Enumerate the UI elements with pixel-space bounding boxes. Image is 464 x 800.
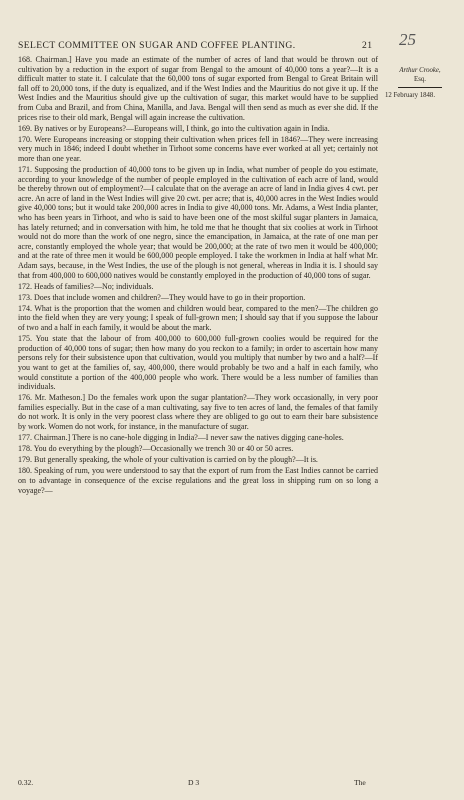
- margin-note: [381, 66, 459, 100]
- body-text: [18, 55, 378, 497]
- margin-date: 12 February 1848.: [385, 92, 436, 99]
- footer-catchword: The: [354, 778, 366, 787]
- paragraph: 169. By natives or by Europeans?—Europeans will, I think, go into the cultivation again in India.: [18, 123, 330, 133]
- margin-rule: [398, 87, 442, 88]
- paragraph: 177. Chairman.] There is no cane-hole digging in India?—I never saw the natives digging cane-holes.: [18, 433, 344, 443]
- paragraph: 168. Chairman.] Have you made an estimate of the number of acres of land that would be thrown out of cultivation by a reduction in the export of sugar from Bengal to the amount of 40,000 tons a year?—It is a difficult matter to state it. I calculate that the 60,000 tons of sugar exported from Bengal to Great Britain will fall off to 20,000 tons, if the duty is equalized, and if the West Indies and the Mauritius do not give it up. If the West Indies and the Mauritius should give up the cultivation of sugar, this market would have to be supplied from Cuba and Brazil, and from China, Manilla, and Java. Bengal will then send as much as ever she did. If the prices rise to their old mark, Bengal will again increase the cultivation.: [18, 55, 378, 122]
- paragraph: 171. Supposing the production of 40,000 tons to be given up in India, what number of people do you estimate, according to your knowledge of the number of people employed in the cultivation of each acre of land, would be thereby thrown out of employment?—I calculate that on the average an acre of land in India gives 4 cwt. per acre. An acre of land in the West Indies will give 20 cwt. per acre; that is, 40,000 acres in the West Indies would give 40,000 tons; but it would take 200,000 acres in India to give 40,000 tons. Mr. Adams, a West India planter, who has been years in Tirhoot, and who is said to have been one of the most skilful sugar planters in Jamaica, has lately returned; and in conversation with him, he told me that he thought that six coolies at work in Tirhoot would not do more than the work of one negro, since the emancipation, in Jamaica, at the rate of one man per acre, constantly employed the whole year; that would be 200,000; at the rate of two men it would be 400,000; and at the rate of three men it would be 600,000 people employed. I take the workmen in India at half what Mr. Adam says, because, in the West Indies, the use of the plough is not general, whereas in India it is. I should say that from 400,000 to 600,000 natives would be constantly employed in the production of 40,000 tons of sugar.: [18, 165, 378, 280]
- handwritten-folio-number: 25: [399, 30, 416, 49]
- witness-name: Arthur Crooke,: [399, 67, 441, 74]
- footer-sheet-number: 0.32.: [18, 778, 34, 787]
- paragraph: 180. Speaking of rum, you were understood to say that the export of rum from the East Indies cannot be carried on to advantage in consequence of the excise regulations and the great loss in shipping rum on so long a voyage?—: [18, 466, 378, 495]
- header-page-number: 21: [362, 40, 373, 51]
- paragraph: 173. Does that include women and children?—They would have to go in their proportion.: [18, 292, 306, 302]
- witness-suffix: Esq.: [414, 76, 426, 83]
- paragraph: 172. Heads of families?—No; individuals.: [18, 281, 154, 291]
- paragraph: 176. Mr. Matheson.] Do the females work upon the sugar plantation?—They work occasionally, in very poor families especially. But in the case of a man cultivating, say five to ten acres of land, the females of that family do not work. It is only in the very poorest class where they are obliged to go out to earn their bare subsistence by work. Women do not work, for instance, in the manufacture of sugar.: [18, 393, 378, 431]
- paragraph: 170. Were Europeans increasing or stopping their cultivation when prices fell in 1846?—They were increasing very much in 1846; indeed I doubt whether in Tirhoot some concerns have ever worked at all yet; certainly not more than one year.: [18, 134, 378, 163]
- footer-signature-mark: D 3: [188, 778, 200, 787]
- header-title: SELECT COMMITTEE ON SUGAR AND COFFEE PLANTING.: [18, 40, 296, 51]
- paragraph: 175. You state that the labour of from 400,000 to 600,000 full-grown coolies would be required for the production of 40,000 tons of sugar; then how many do you reckon to a family; in order to ascertain how many persons rely for their subsistence upon that cultivation, would you multiply that number by two and a half?—If you want to get at the families of, say, 400,000, there would probably be two and a half in each family, who would constitute a portion of the 400,000 people who work. There would be a less number of families than individuals.: [18, 334, 378, 392]
- running-header: [18, 40, 373, 51]
- paragraph: 179. But generally speaking, the whole of your cultivation is carried on by the plough?—It is.: [18, 455, 318, 465]
- paragraph: 178. You do everything by the plough?—Occasionally we trench 30 or 40 or 50 acres.: [18, 444, 294, 454]
- paragraph: 174. What is the proportion that the women and children would bear, compared to the men?—The children go into the field when they are very young; I speak of full-grown men; I should say that if you suppose the labour of two and a half in each family, it would be about the mark.: [18, 303, 378, 333]
